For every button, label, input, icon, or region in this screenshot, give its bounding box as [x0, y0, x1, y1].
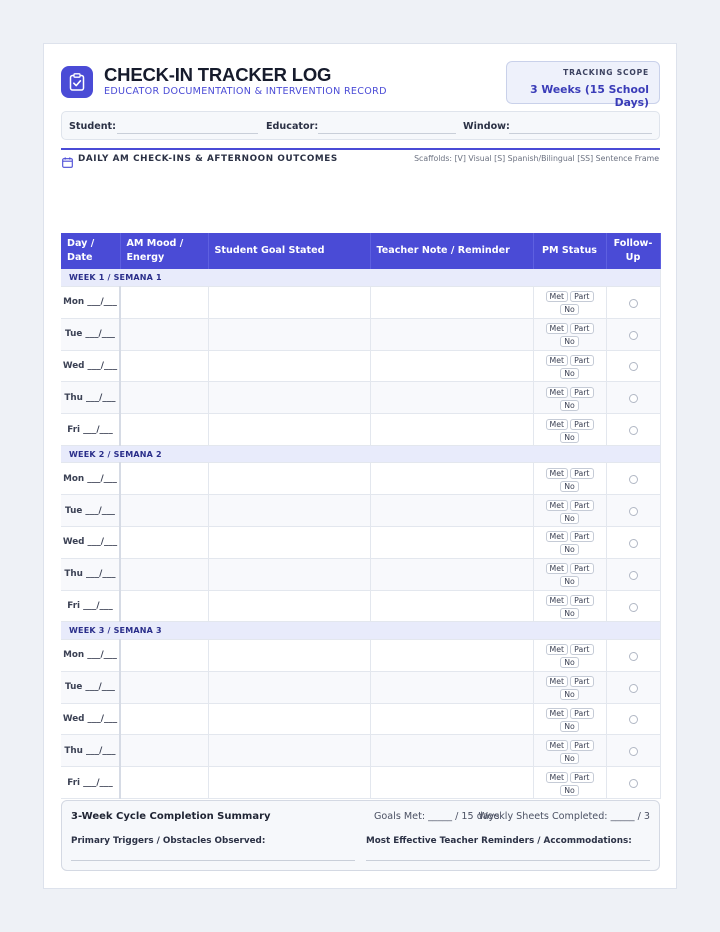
status-option-met[interactable]: Met	[546, 772, 569, 783]
teacher-note-cell[interactable]	[370, 590, 533, 622]
status-option-met[interactable]: Met	[546, 468, 569, 479]
follow-up-cell	[606, 318, 660, 350]
teacher-note-cell[interactable]	[370, 463, 533, 495]
table-row	[61, 590, 660, 622]
status-option-no[interactable]: No	[560, 304, 579, 315]
page-title: CHECK-IN TRACKER LOG	[104, 64, 332, 85]
follow-up-cell	[606, 463, 660, 495]
status-option-met[interactable]: Met	[546, 740, 569, 751]
header-day-date: Day / Date	[61, 233, 120, 269]
status-option-part[interactable]: Part	[570, 387, 593, 398]
follow-up-checkbox[interactable]	[629, 539, 638, 548]
header-teacher-note: Teacher Note / Reminder	[370, 233, 533, 269]
teacher-note-cell[interactable]	[370, 318, 533, 350]
week-row	[61, 269, 660, 287]
am-mood-cell[interactable]	[120, 703, 208, 735]
pm-status-cell	[533, 558, 606, 590]
status-option-part[interactable]: Part	[570, 644, 593, 655]
status-option-met[interactable]: Met	[546, 676, 569, 687]
table-row	[61, 558, 660, 590]
follow-up-cell	[606, 558, 660, 590]
follow-up-checkbox[interactable]	[629, 747, 638, 756]
follow-up-cell	[606, 703, 660, 735]
status-option-no[interactable]: No	[560, 721, 579, 732]
calendar-icon	[62, 153, 73, 172]
status-option-no[interactable]: No	[560, 608, 579, 619]
follow-up-checkbox[interactable]	[629, 475, 638, 484]
goal-cell[interactable]	[208, 414, 370, 446]
summary-box	[61, 800, 660, 871]
table-row	[61, 318, 660, 350]
goal-cell[interactable]	[208, 590, 370, 622]
am-mood-cell[interactable]	[120, 671, 208, 703]
status-option-no[interactable]: No	[560, 544, 579, 555]
scaffolds-legend: Scaffolds: [V] Visual [S] Spanish/Bilingual [SS] Sentence Frame	[414, 154, 659, 163]
status-option-met[interactable]: Met	[546, 419, 569, 430]
teacher-note-cell[interactable]	[370, 414, 533, 446]
section-divider	[61, 148, 660, 150]
info-bar	[61, 111, 660, 140]
table-row	[61, 639, 660, 671]
table-row	[61, 671, 660, 703]
follow-up-cell	[606, 414, 660, 446]
follow-up-checkbox[interactable]	[629, 652, 638, 661]
status-option-part[interactable]: Part	[570, 740, 593, 751]
teacher-note-cell[interactable]	[370, 639, 533, 671]
status-option-met[interactable]: Met	[546, 355, 569, 366]
header-goal: Student Goal Stated	[208, 233, 370, 269]
day-date-cell: Fri ___/___	[61, 414, 120, 446]
pm-status-cell	[533, 703, 606, 735]
status-option-part[interactable]: Part	[570, 708, 593, 719]
follow-up-checkbox[interactable]	[629, 331, 638, 340]
triggers-label: Primary Triggers / Obstacles Observed:	[71, 836, 266, 846]
status-option-part[interactable]: Part	[570, 355, 593, 366]
triggers-field[interactable]	[71, 860, 355, 861]
section-title: DAILY AM CHECK-INS & AFTERNOON OUTCOMES	[78, 154, 338, 164]
follow-up-checkbox[interactable]	[629, 426, 638, 435]
status-option-no[interactable]: No	[560, 513, 579, 524]
follow-up-cell	[606, 495, 660, 527]
pm-status-cell	[533, 463, 606, 495]
pm-status-cell	[533, 287, 606, 319]
check-in-table	[61, 233, 661, 799]
teacher-note-cell[interactable]	[370, 703, 533, 735]
tracking-scope-box	[506, 61, 660, 109]
tracking-scope-value: 3 Weeks (15 School Days)	[530, 83, 649, 109]
follow-up-checkbox[interactable]	[629, 299, 638, 308]
teacher-note-cell[interactable]	[370, 735, 533, 767]
goal-cell[interactable]	[208, 527, 370, 559]
pm-status-cell	[533, 735, 606, 767]
teacher-note-cell[interactable]	[370, 382, 533, 414]
follow-up-checkbox[interactable]	[629, 507, 638, 516]
follow-up-cell	[606, 527, 660, 559]
goal-cell[interactable]	[208, 495, 370, 527]
goals-met-field[interactable]: Goals Met: _____ / 15 days	[374, 811, 500, 822]
window-label: Window:	[463, 121, 510, 132]
am-mood-cell[interactable]	[120, 382, 208, 414]
status-option-no[interactable]: No	[560, 400, 579, 411]
educator-label: Educator:	[266, 121, 319, 132]
teacher-note-cell[interactable]	[370, 495, 533, 527]
day-date-cell: Wed ___/___	[61, 527, 120, 559]
table-row	[61, 735, 660, 767]
goal-cell[interactable]	[208, 671, 370, 703]
am-mood-cell[interactable]	[120, 735, 208, 767]
status-option-part[interactable]: Part	[570, 595, 593, 606]
pm-status-cell	[533, 414, 606, 446]
week-row	[61, 622, 660, 640]
clipboard-check-icon	[61, 66, 93, 98]
status-option-met[interactable]: Met	[546, 644, 569, 655]
day-date-cell: Tue ___/___	[61, 671, 120, 703]
status-option-met[interactable]: Met	[546, 387, 569, 398]
status-option-no[interactable]: No	[560, 336, 579, 347]
goal-cell[interactable]	[208, 639, 370, 671]
status-option-no[interactable]: No	[560, 753, 579, 764]
follow-up-cell	[606, 767, 660, 799]
follow-up-cell	[606, 287, 660, 319]
pm-status-cell	[533, 767, 606, 799]
day-date-cell: Fri ___/___	[61, 590, 120, 622]
pm-status-cell	[533, 590, 606, 622]
goal-cell[interactable]	[208, 703, 370, 735]
window-field[interactable]	[509, 133, 652, 134]
am-mood-cell[interactable]	[120, 414, 208, 446]
status-option-part[interactable]: Part	[570, 323, 593, 334]
status-option-no[interactable]: No	[560, 785, 579, 796]
status-option-no[interactable]: No	[560, 432, 579, 443]
educator-field[interactable]	[318, 133, 456, 134]
day-date-cell: Mon ___/___	[61, 463, 120, 495]
status-option-no[interactable]: No	[560, 481, 579, 492]
week-label: WEEK 3 / SEMANA 3	[61, 622, 660, 640]
pm-status-cell	[533, 495, 606, 527]
am-mood-cell[interactable]	[120, 495, 208, 527]
goal-cell[interactable]	[208, 318, 370, 350]
am-mood-cell[interactable]	[120, 463, 208, 495]
am-mood-cell[interactable]	[120, 639, 208, 671]
student-label: Student:	[69, 121, 116, 132]
goal-cell[interactable]	[208, 350, 370, 382]
follow-up-checkbox[interactable]	[629, 362, 638, 371]
teacher-note-cell[interactable]	[370, 671, 533, 703]
week-label: WEEK 1 / SEMANA 1	[61, 269, 660, 287]
header-am-mood: AM Mood / Energy	[120, 233, 208, 269]
week-label: WEEK 2 / SEMANA 2	[61, 445, 660, 463]
table-row	[61, 463, 660, 495]
day-date-cell: Thu ___/___	[61, 735, 120, 767]
tracking-scope-label: TRACKING SCOPE	[563, 68, 649, 77]
status-option-part[interactable]: Part	[570, 419, 593, 430]
teacher-note-cell[interactable]	[370, 350, 533, 382]
day-date-cell: Thu ___/___	[61, 382, 120, 414]
pm-status-cell	[533, 382, 606, 414]
follow-up-checkbox[interactable]	[629, 779, 638, 788]
table-row	[61, 703, 660, 735]
summary-title: 3-Week Cycle Completion Summary	[71, 811, 271, 822]
table-row	[61, 527, 660, 559]
day-date-cell: Wed ___/___	[61, 350, 120, 382]
reminders-label: Most Effective Teacher Reminders / Accommodations:	[366, 836, 632, 846]
status-option-met[interactable]: Met	[546, 500, 569, 511]
goal-cell[interactable]	[208, 382, 370, 414]
day-date-cell: Fri ___/___	[61, 767, 120, 799]
header-follow-up: Follow-Up	[606, 233, 660, 269]
student-field[interactable]	[117, 133, 258, 134]
day-date-cell: Mon ___/___	[61, 639, 120, 671]
follow-up-cell	[606, 639, 660, 671]
weekly-sheets-field[interactable]: Weekly Sheets Completed: _____ / 3	[478, 811, 650, 822]
status-option-no[interactable]: No	[560, 368, 579, 379]
follow-up-checkbox[interactable]	[629, 571, 638, 580]
am-mood-cell[interactable]	[120, 558, 208, 590]
table-row	[61, 382, 660, 414]
header-pm-status: PM Status	[533, 233, 606, 269]
teacher-note-cell[interactable]	[370, 287, 533, 319]
follow-up-checkbox[interactable]	[629, 715, 638, 724]
am-mood-cell[interactable]	[120, 287, 208, 319]
status-option-part[interactable]: Part	[570, 563, 593, 574]
page-subtitle: EDUCATOR DOCUMENTATION & INTERVENTION RECORD	[104, 86, 387, 97]
reminders-field[interactable]	[366, 860, 650, 861]
day-date-cell: Tue ___/___	[61, 318, 120, 350]
am-mood-cell[interactable]	[120, 767, 208, 799]
status-option-part[interactable]: Part	[570, 500, 593, 511]
table-row	[61, 350, 660, 382]
day-date-cell: Mon ___/___	[61, 287, 120, 319]
am-mood-cell[interactable]	[120, 590, 208, 622]
status-option-no[interactable]: No	[560, 657, 579, 668]
status-option-part[interactable]: Part	[570, 291, 593, 302]
table-row	[61, 495, 660, 527]
am-mood-cell[interactable]	[120, 318, 208, 350]
pm-status-cell	[533, 318, 606, 350]
tracker-page	[43, 43, 677, 889]
follow-up-cell	[606, 382, 660, 414]
day-date-cell: Wed ___/___	[61, 703, 120, 735]
status-option-part[interactable]: Part	[570, 531, 593, 542]
status-option-met[interactable]: Met	[546, 323, 569, 334]
status-option-met[interactable]: Met	[546, 595, 569, 606]
teacher-note-cell[interactable]	[370, 558, 533, 590]
goal-cell[interactable]	[208, 558, 370, 590]
status-option-met[interactable]: Met	[546, 708, 569, 719]
am-mood-cell[interactable]	[120, 527, 208, 559]
table-header-row	[61, 233, 660, 269]
day-date-cell: Thu ___/___	[61, 558, 120, 590]
table-row	[61, 767, 660, 799]
goal-cell[interactable]	[208, 287, 370, 319]
follow-up-cell	[606, 350, 660, 382]
teacher-note-cell[interactable]	[370, 767, 533, 799]
week-row	[61, 445, 660, 463]
status-option-no[interactable]: No	[560, 576, 579, 587]
status-option-met[interactable]: Met	[546, 531, 569, 542]
table-row	[61, 287, 660, 319]
status-option-met[interactable]: Met	[546, 291, 569, 302]
follow-up-cell	[606, 590, 660, 622]
pm-status-cell	[533, 671, 606, 703]
status-option-part[interactable]: Part	[570, 468, 593, 479]
goal-cell[interactable]	[208, 767, 370, 799]
follow-up-checkbox[interactable]	[629, 684, 638, 693]
follow-up-cell	[606, 671, 660, 703]
pm-status-cell	[533, 639, 606, 671]
pm-status-cell	[533, 527, 606, 559]
table-row	[61, 414, 660, 446]
goal-cell[interactable]	[208, 735, 370, 767]
goal-cell[interactable]	[208, 463, 370, 495]
status-option-met[interactable]: Met	[546, 563, 569, 574]
follow-up-checkbox[interactable]	[629, 603, 638, 612]
status-option-part[interactable]: Part	[570, 676, 593, 687]
status-option-no[interactable]: No	[560, 689, 579, 700]
pm-status-cell	[533, 350, 606, 382]
am-mood-cell[interactable]	[120, 350, 208, 382]
teacher-note-cell[interactable]	[370, 527, 533, 559]
follow-up-checkbox[interactable]	[629, 394, 638, 403]
follow-up-cell	[606, 735, 660, 767]
day-date-cell: Tue ___/___	[61, 495, 120, 527]
status-option-part[interactable]: Part	[570, 772, 593, 783]
